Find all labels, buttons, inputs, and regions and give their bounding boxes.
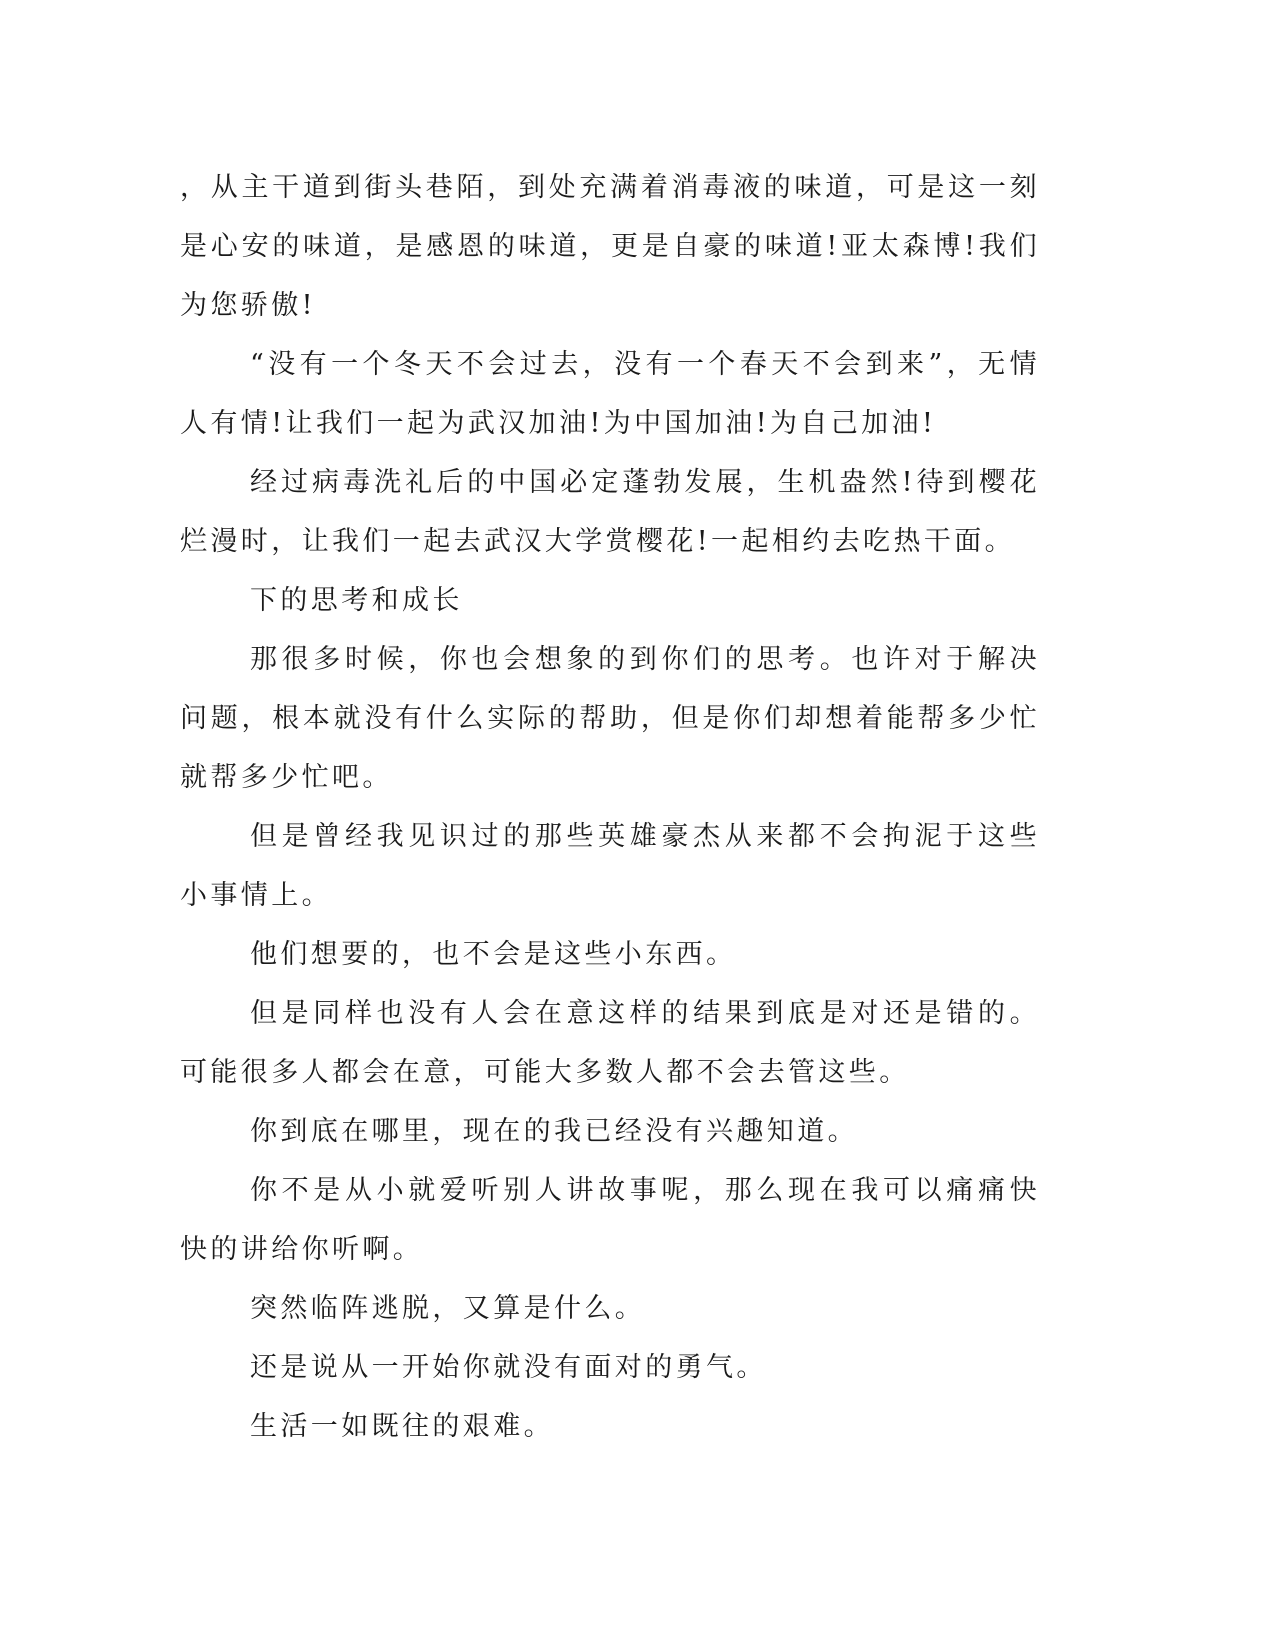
- paragraph-8: 但是同样也没有人会在意这样的结果到底是对还是错的。可能很多人都会在意，可能大多数人都不会去管这些。: [180, 998, 1040, 1088]
- paragraph-12: 还是说从一开始你就没有面对的勇气。: [250, 1352, 767, 1383]
- paragraph-1: ，从主干道到街头巷陌，到处充满着消毒液的味道，可是这一刻是心安的味道，是感恩的味道，更是自豪的味道!亚太森博!我们为您骄傲!: [180, 172, 1040, 321]
- paragraph-5: 那很多时候，你也会想象的到你们的思考。也许对于解决问题，根本就没有什么实际的帮助，但是你们却想着能帮多少忙就帮多少忙吧。: [180, 644, 1040, 793]
- paragraph-7: 他们想要的，也不会是这些小东西。: [250, 939, 737, 970]
- paragraph-3: 经过病毒洗礼后的中国必定蓬勃发展，生机盎然!待到樱花烂漫时，让我们一起去武汉大学赏樱花!一起相约去吃热干面。: [180, 467, 1040, 557]
- paragraph-9: 你到底在哪里，现在的我已经没有兴趣知道。: [250, 1116, 858, 1147]
- paragraph-2: “没有一个冬天不会过去，没有一个春天不会到来”，无情人有情!让我们一起为武汉加油!为中国加油!为自己加油!: [180, 349, 1040, 439]
- paragraph-11: 突然临阵逃脱，又算是什么。: [250, 1293, 646, 1324]
- paragraph-10: 你不是从小就爱听别人讲故事呢，那么现在我可以痛痛快快的讲给你听啊。: [180, 1175, 1040, 1265]
- paragraph-13: 生活一如既往的艰难。: [250, 1411, 554, 1442]
- document-body: [180, 158, 1040, 1456]
- paragraph-6: 但是曾经我见识过的那些英雄豪杰从来都不会拘泥于这些小事情上。: [180, 821, 1040, 911]
- paragraph-4: 下的思考和成长: [250, 585, 463, 616]
